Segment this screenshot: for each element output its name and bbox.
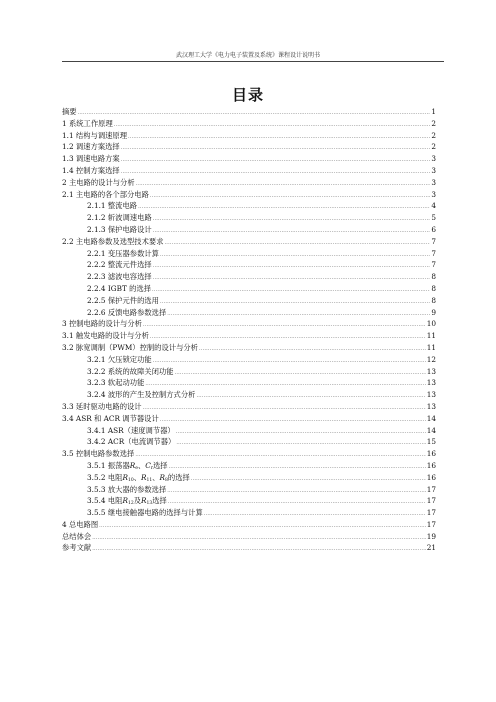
toc-leader-dots	[160, 250, 430, 262]
math-token: 、	[152, 472, 160, 482]
toc-page-number: 9	[431, 307, 436, 317]
toc-page-number: 16	[426, 472, 436, 482]
toc-entry-title: 4 总电路图	[62, 519, 99, 529]
math-token: 选择	[153, 460, 168, 470]
toc-entry[interactable]	[62, 354, 436, 366]
toc-page-number: 2	[431, 118, 436, 128]
toc-leader-dots	[204, 509, 426, 521]
toc-title: 目录	[231, 86, 264, 104]
toc-page-number: 8	[431, 283, 436, 293]
toc-entry-title: 2.2.6 反馈电路参数选择	[87, 307, 167, 317]
toc-entry-title: 3.2.1 欠压锁定功能	[87, 354, 152, 364]
math-token: R	[122, 472, 128, 482]
toc-page-number: 3	[431, 154, 436, 164]
math-token: 10	[127, 477, 134, 483]
toc-entry[interactable]	[62, 460, 436, 472]
toc-entry-title: 3.4.2 ACR（电流调节器）	[87, 437, 176, 447]
math-token: 及	[133, 496, 142, 506]
toc-leader-dots	[121, 143, 431, 155]
toc-leader-dots	[136, 179, 431, 191]
toc-entry-title: 3.5.5 继电接触器电路的选择与计算	[87, 508, 203, 518]
toc-leader-dots	[191, 474, 426, 486]
toc-leader-dots	[153, 261, 431, 273]
toc-entry-title: 2.2.4 IGBT 的选择	[87, 283, 152, 293]
toc-entry-title: 1.2 调速方案选择	[62, 142, 120, 152]
toc-entry[interactable]	[62, 366, 436, 378]
toc-page-number: 16	[426, 460, 436, 470]
toc-entry-title: 参考文献	[62, 543, 92, 553]
math-token: R	[159, 472, 166, 482]
math-token: R	[141, 472, 147, 482]
toc-leader-dots	[199, 344, 426, 356]
toc-leader-dots	[175, 368, 426, 380]
toc-page-number: 19	[426, 531, 436, 541]
toc-page-number: 11	[426, 331, 436, 341]
toc-page-number: 17	[426, 496, 436, 506]
toc-leader-dots	[138, 202, 430, 214]
toc-entry[interactable]	[62, 212, 436, 224]
math-token: 8	[165, 477, 168, 483]
math-token: C	[145, 460, 151, 470]
toc-entry-title: 3.5.4 电阻	[87, 496, 123, 506]
toc-leader-dots	[153, 273, 431, 285]
toc-entry[interactable]	[62, 200, 436, 212]
toc-page-number: 15	[426, 437, 436, 447]
toc-entry[interactable]	[62, 165, 436, 177]
math-token: R	[141, 496, 147, 506]
toc-page-number: 8	[431, 272, 436, 282]
toc-leader-dots	[114, 120, 431, 132]
toc-leader-dots	[135, 450, 425, 462]
toc-entry-title: 1 系统工作原理	[62, 118, 113, 128]
toc-leader-dots	[121, 167, 431, 179]
toc-entry-title: 2.1.2 斩波调速电路	[87, 213, 152, 223]
toc-leader-dots	[99, 521, 426, 533]
toc-entry[interactable]	[62, 472, 436, 484]
toc-page-number: 4	[431, 201, 436, 211]
toc-leader-dots	[143, 403, 426, 415]
toc-entry-title: 1.4 控制方案选择	[62, 165, 120, 175]
toc-entry-title: 3.5.2 电阻	[87, 472, 123, 482]
toc-entry[interactable]	[62, 259, 436, 271]
toc-page-number: 7	[431, 236, 436, 246]
toc-entry-title: 1.1 结构与调速原理	[62, 130, 128, 140]
toc-page-number: 6	[431, 224, 436, 234]
toc-leader-dots	[150, 191, 430, 203]
toc-leader-dots	[78, 108, 431, 120]
toc-leader-dots	[128, 132, 430, 144]
toc-leader-dots	[169, 462, 426, 474]
toc-leader-dots	[92, 544, 426, 556]
toc-entry[interactable]	[62, 342, 436, 354]
header-divider	[62, 61, 444, 62]
toc-page-number: 17	[426, 484, 436, 494]
toc-leader-dots	[92, 533, 426, 545]
toc-entry[interactable]	[62, 295, 436, 307]
table-of-contents	[62, 106, 436, 554]
toc-entry-title: 2.1.1 整流电路	[87, 201, 138, 211]
toc-page-number: 3	[431, 177, 436, 187]
toc-entry-title: 2.2.3 滤波电容选择	[87, 272, 152, 282]
math-token: 、	[133, 472, 142, 482]
toc-page-number: 8	[431, 295, 436, 305]
toc-entry[interactable]	[62, 283, 436, 295]
toc-entry-title: 3.5.3 放大器的参数选择	[87, 484, 167, 494]
toc-page-number: 2	[431, 130, 436, 140]
toc-leader-dots	[168, 497, 426, 509]
toc-page-number: 11	[426, 342, 436, 352]
toc-entry[interactable]	[62, 484, 436, 496]
toc-entry[interactable]	[62, 542, 436, 554]
toc-entry[interactable]	[62, 330, 436, 342]
toc-entry-title: 摘要	[62, 107, 77, 116]
toc-entry-title: 2 主电路的设计与分析	[62, 177, 135, 187]
toc-page-number: 13	[426, 366, 436, 376]
toc-entry-title: 3.2.4 波形的产生及控制方式分析	[87, 390, 196, 400]
toc-entry[interactable]	[62, 130, 436, 142]
toc-entry[interactable]	[62, 425, 436, 437]
toc-entry-title: 2.1 主电路的各个部分电路	[62, 189, 149, 199]
toc-leader-dots	[165, 238, 431, 250]
toc-entry-title: 3.3 延时驱动电路的设计	[62, 401, 142, 411]
toc-entry[interactable]	[62, 389, 436, 401]
toc-entry-title: 2.2.1 变压器参数计算	[87, 248, 159, 258]
math-token: R	[122, 496, 128, 506]
toc-entry[interactable]	[62, 413, 436, 425]
toc-page-number: 17	[426, 508, 436, 518]
toc-leader-dots	[153, 226, 431, 238]
toc-page-number: 7	[431, 248, 436, 258]
math-token: 11	[146, 477, 153, 483]
toc-page-number: 13	[426, 378, 436, 388]
math-token: 选择	[152, 496, 167, 506]
toc-page-number: 3	[431, 165, 436, 175]
toc-leader-dots	[160, 415, 426, 427]
toc-entry[interactable]	[62, 271, 436, 283]
toc-page-number: 2	[431, 142, 436, 152]
toc-page-number: 21	[426, 543, 436, 553]
toc-page-number: 7	[431, 260, 436, 270]
toc-entry-title: 3.4.1 ASR（速度调节器）	[87, 425, 175, 435]
toc-entry[interactable]	[62, 106, 436, 118]
toc-leader-dots	[160, 297, 430, 309]
toc-entry[interactable]	[62, 307, 436, 319]
toc-leader-dots	[121, 155, 431, 167]
toc-entry-title: 2.2.2 整流元件选择	[87, 260, 152, 270]
toc-entry-title: 2.1.3 保护电路设计	[87, 224, 152, 234]
toc-leader-dots	[176, 427, 426, 439]
toc-entry[interactable]	[62, 224, 436, 236]
toc-entry[interactable]	[62, 495, 436, 507]
toc-entry[interactable]	[62, 519, 436, 531]
toc-entry-title: 3.2.2 系统的故障关闭功能	[87, 366, 174, 376]
math-token: 的选择	[167, 472, 190, 482]
math-token: e	[135, 465, 138, 471]
math-token: r	[150, 465, 153, 471]
toc-entry[interactable]	[62, 236, 436, 248]
toc-leader-dots	[176, 438, 425, 450]
toc-page-number: 5	[431, 213, 436, 223]
toc-entry[interactable]	[62, 177, 436, 189]
toc-entry-title: 3.2 脉宽调制（PWM）控制的设计与分析	[62, 342, 198, 352]
toc-page-number: 16	[426, 449, 436, 459]
toc-leader-dots	[196, 391, 425, 403]
toc-page-number: 10	[426, 319, 436, 329]
toc-entry[interactable]	[62, 436, 436, 448]
toc-entry[interactable]	[62, 189, 436, 201]
toc-leader-dots	[153, 356, 426, 368]
toc-leader-dots	[153, 214, 431, 226]
math-token: 13	[146, 501, 153, 507]
toc-page-number: 14	[426, 413, 436, 423]
math-token: R	[129, 460, 136, 470]
toc-entry-title: 3.4 ASR 和 ACR 调节器设计	[62, 413, 159, 423]
toc-entry-title: 3.5.1 振荡器	[87, 460, 130, 470]
toc-page-number: 3	[431, 189, 436, 199]
toc-entry[interactable]	[62, 448, 436, 460]
toc-entry-title: 3.2.3 软起动功能	[87, 378, 145, 388]
toc-entry-title: 3.1 触发电路的设计与分析	[62, 331, 149, 341]
toc-entry[interactable]	[62, 248, 436, 260]
toc-entry-title: 1.3 调速电路方案	[62, 154, 120, 164]
toc-entry-title: 总结体会	[62, 531, 92, 541]
toc-page-number: 14	[426, 425, 436, 435]
toc-leader-dots	[143, 320, 426, 332]
toc-page-number: 13	[426, 390, 436, 400]
toc-page-number: 12	[426, 354, 436, 364]
toc-leader-dots	[152, 285, 430, 297]
toc-entry[interactable]	[62, 118, 436, 130]
running-header: 武汉理工大学《电力电子装置及系统》课程设计说明书	[175, 52, 320, 59]
toc-entry[interactable]	[62, 153, 436, 165]
toc-entry-title: 2.2 主电路参数及选型技术要求	[62, 236, 164, 246]
toc-entry[interactable]	[62, 507, 436, 519]
toc-entry[interactable]	[62, 318, 436, 330]
toc-entry[interactable]	[62, 401, 436, 413]
math-token: 12	[127, 501, 134, 507]
toc-leader-dots	[167, 309, 430, 321]
toc-page-number: 1	[431, 107, 436, 116]
toc-entry[interactable]	[62, 377, 436, 389]
toc-entry-title: 3 控制电路的设计与分析	[62, 319, 142, 329]
toc-entry[interactable]	[62, 531, 436, 543]
toc-leader-dots	[167, 486, 425, 498]
toc-entry-title: 3.5 控制电路参数选择	[62, 449, 135, 459]
toc-entry[interactable]	[62, 141, 436, 153]
math-token: 、	[137, 460, 146, 470]
toc-page-number: 17	[426, 519, 436, 529]
toc-entry-title: 2.2.5 保护元件的选用	[87, 295, 159, 305]
toc-page-number: 13	[426, 401, 436, 411]
